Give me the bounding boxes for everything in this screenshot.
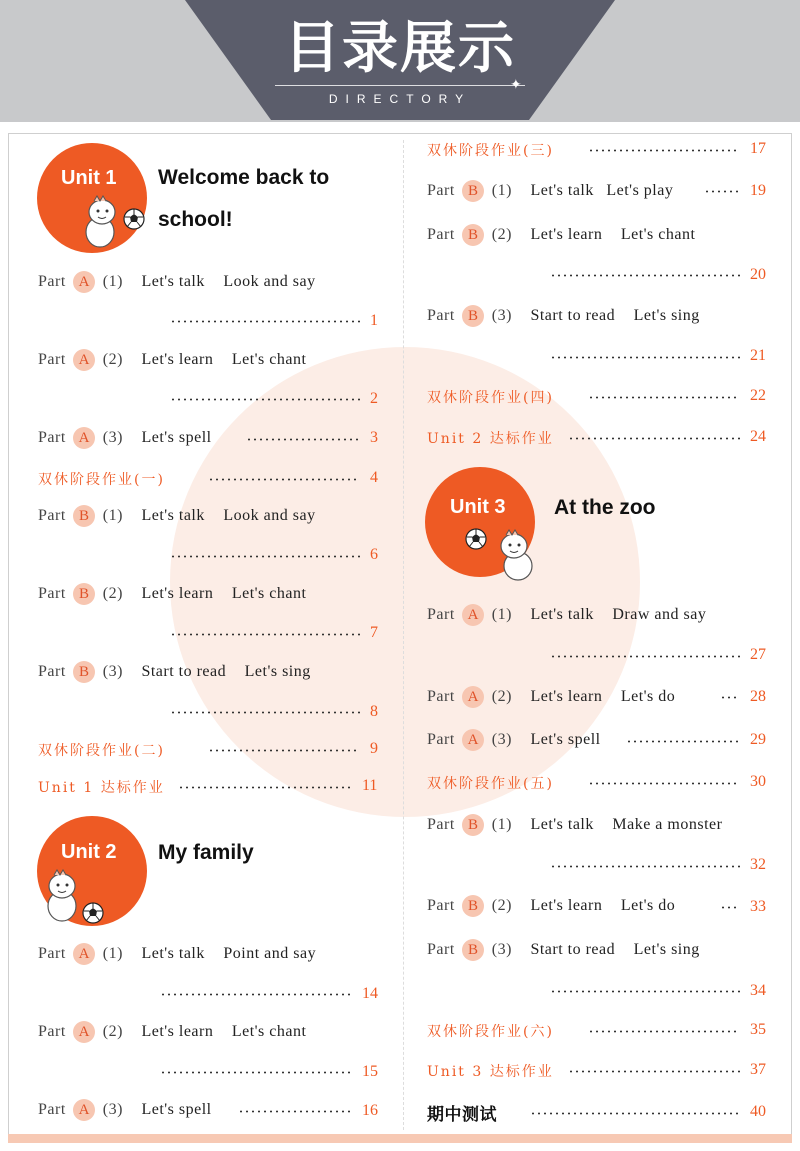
leader-dots <box>588 782 740 785</box>
part-letter-badge: B <box>462 305 484 327</box>
page-number: 2 <box>370 390 378 407</box>
part-number: (1) <box>491 816 512 833</box>
page-number: 37 <box>750 1061 766 1078</box>
part-letter-badge: A <box>73 943 95 965</box>
page-number: 34 <box>750 982 766 999</box>
leader-dots <box>170 398 360 401</box>
page-number: 32 <box>750 856 766 873</box>
part-number: (2) <box>491 688 512 705</box>
leader-dots <box>170 320 360 323</box>
part-label: Part <box>427 606 455 623</box>
sparkle-icon: ✦ <box>510 77 522 93</box>
activity-label: Let's learn <box>141 585 214 602</box>
part-letter-badge: B <box>462 180 484 202</box>
leader-dots <box>704 190 740 193</box>
page-number: 4 <box>370 469 378 486</box>
activity-label: Let's learn <box>141 351 214 368</box>
unit3-badge-label: Unit 3 <box>450 496 506 518</box>
activity-label: Let's talk <box>141 273 205 290</box>
activity-label: Let's talk <box>141 507 205 524</box>
leader-dots <box>720 906 740 909</box>
leader-dots <box>170 555 360 558</box>
leader-dots <box>720 696 740 699</box>
leader-dots <box>550 356 740 359</box>
toc-entry[interactable] <box>427 939 700 961</box>
soccer-ball-icon <box>82 902 104 924</box>
page-subtitle: DIRECTORY <box>328 92 472 106</box>
toc-entry[interactable] <box>38 469 165 489</box>
toc-entry[interactable] <box>427 604 706 626</box>
toc-entry[interactable] <box>427 1100 497 1125</box>
activity-label: Let's spell <box>141 429 212 446</box>
activity-label: Let's do <box>620 897 676 914</box>
page-number: 6 <box>370 546 378 563</box>
toc-entry[interactable] <box>427 140 554 160</box>
part-number: (2) <box>102 1023 123 1040</box>
activity-label: Let's learn <box>530 226 603 243</box>
page-number: 9 <box>370 740 378 757</box>
part-label: Part <box>38 507 66 524</box>
part-letter-badge: A <box>73 1099 95 1121</box>
part-letter-badge: B <box>462 895 484 917</box>
leader-dots <box>170 633 360 636</box>
leader-dots <box>568 437 740 440</box>
part-number: (1) <box>102 945 123 962</box>
leader-dots <box>238 1110 350 1113</box>
part-label: Part <box>427 897 455 914</box>
part-letter-badge: A <box>462 604 484 626</box>
toc-entry[interactable] <box>427 428 554 448</box>
activity-label: Let's sing <box>244 663 311 680</box>
unit1-title-line1: Welcome back to <box>158 166 330 189</box>
part-number: (2) <box>491 897 512 914</box>
activity-label: Let's sing <box>633 307 700 324</box>
activity-label: Let's chant <box>231 351 307 368</box>
part-number: (1) <box>102 273 123 290</box>
midterm-test-label: 期中测试 <box>427 1105 497 1125</box>
part-label: Part <box>427 307 455 324</box>
page-number: 35 <box>750 1021 766 1038</box>
page-number: 30 <box>750 773 766 790</box>
part-number: (1) <box>491 182 512 199</box>
toc-entry[interactable] <box>38 740 165 760</box>
activity-label: Let's learn <box>530 897 603 914</box>
toc-entry[interactable] <box>38 505 316 527</box>
page-number: 11 <box>362 777 378 794</box>
leader-dots <box>170 711 360 714</box>
part-number: (3) <box>491 941 512 958</box>
part-number: (2) <box>102 351 123 368</box>
part-number: (1) <box>491 606 512 623</box>
part-letter-badge: A <box>73 349 95 371</box>
activity-label: Let's learn <box>530 688 603 705</box>
toc-entry[interactable] <box>38 1099 212 1121</box>
part-number: (3) <box>491 307 512 324</box>
activity-label: Start to read <box>141 663 227 680</box>
activity-label: Let's chant <box>231 1023 307 1040</box>
part-letter-badge: A <box>73 1021 95 1043</box>
part-number: (2) <box>102 585 123 602</box>
unit-test-label: Unit 3 达标作业 <box>427 1064 554 1080</box>
leader-dots <box>550 990 740 993</box>
weekend-homework-label: 双休阶段作业(二) <box>38 743 165 759</box>
toc-entry[interactable] <box>427 305 700 327</box>
toc-entry[interactable] <box>38 777 165 797</box>
part-label: Part <box>427 226 455 243</box>
activity-label: Make a monster <box>612 816 723 833</box>
part-letter-badge: A <box>73 271 95 293</box>
part-number: (3) <box>102 429 123 446</box>
activity-label: Start to read <box>530 941 616 958</box>
part-label: Part <box>38 663 66 680</box>
unit1-badge-label: Unit 1 <box>61 167 117 189</box>
toc-entry[interactable] <box>38 943 316 965</box>
toc-entry[interactable] <box>38 583 306 605</box>
activity-label: Let's talk <box>530 606 594 623</box>
activity-label: Let's sing <box>633 941 700 958</box>
part-label: Part <box>38 351 66 368</box>
part-letter-badge: B <box>73 661 95 683</box>
weekend-homework-label: 双休阶段作业(六) <box>427 1024 554 1040</box>
leader-dots <box>208 478 360 481</box>
part-label: Part <box>427 688 455 705</box>
part-number: (1) <box>102 507 123 524</box>
column-divider <box>403 140 404 1130</box>
activity-label: Let's spell <box>530 731 601 748</box>
leader-dots <box>588 396 740 399</box>
page-number: 20 <box>750 266 766 283</box>
page-number: 1 <box>370 312 378 329</box>
page-number: 40 <box>750 1103 766 1120</box>
bottom-bar <box>8 1134 792 1143</box>
activity-label: Let's talk <box>141 945 205 962</box>
toc-entry[interactable] <box>38 271 316 293</box>
leader-dots <box>208 749 360 752</box>
part-label: Part <box>38 429 66 446</box>
toc-entry[interactable] <box>38 661 311 683</box>
toc-entry[interactable] <box>427 686 675 708</box>
leader-dots <box>550 274 740 277</box>
part-letter-badge: A <box>73 427 95 449</box>
page-number: 8 <box>370 703 378 720</box>
page-number: 14 <box>362 985 378 1002</box>
page-number: 19 <box>750 182 766 199</box>
weekend-homework-label: 双休阶段作业(四) <box>427 390 554 406</box>
page-number: 24 <box>750 428 766 445</box>
leader-dots <box>246 438 360 441</box>
activity-label: Start to read <box>530 307 616 324</box>
toc-entry[interactable] <box>427 773 554 793</box>
soccer-ball-icon <box>465 528 487 550</box>
activity-label: Let's chant <box>231 585 307 602</box>
soccer-ball-icon <box>123 208 145 230</box>
page-number: 3 <box>370 429 378 446</box>
activity-label: Look and say <box>223 273 316 290</box>
page-number: 15 <box>362 1063 378 1080</box>
unit-test-label: Unit 1 达标作业 <box>38 780 165 796</box>
weekend-homework-label: 双休阶段作业(一) <box>38 472 165 488</box>
toc-entry[interactable] <box>38 349 306 371</box>
header-divider <box>275 85 525 86</box>
part-letter-badge: B <box>462 939 484 961</box>
toc-entry[interactable] <box>427 1061 554 1081</box>
part-label: Part <box>38 1023 66 1040</box>
activity-label: Point and say <box>223 945 317 962</box>
page-title: 目录展示 <box>284 16 516 81</box>
part-letter-badge: B <box>73 583 95 605</box>
part-label: Part <box>38 273 66 290</box>
part-label: Part <box>427 941 455 958</box>
unit1-title-line2: school! <box>158 208 233 231</box>
page-number: 29 <box>750 731 766 748</box>
page-number: 33 <box>750 898 766 915</box>
page-number: 16 <box>362 1102 378 1119</box>
part-letter-badge: B <box>73 505 95 527</box>
part-number: (3) <box>102 663 123 680</box>
page-number: 27 <box>750 646 766 663</box>
activity-label: Let's chant <box>620 226 696 243</box>
weekend-homework-label: 双休阶段作业(三) <box>427 143 554 159</box>
part-number: (3) <box>102 1101 123 1118</box>
part-label: Part <box>38 1101 66 1118</box>
leader-dots <box>550 655 740 658</box>
leader-dots <box>550 865 740 868</box>
part-letter-badge: A <box>462 686 484 708</box>
toc-entry[interactable] <box>38 427 212 449</box>
part-number: (3) <box>491 731 512 748</box>
toc-entry[interactable] <box>427 180 673 202</box>
activity-label: Draw and say <box>612 606 707 623</box>
page-number: 17 <box>750 140 766 157</box>
leader-dots <box>568 1070 740 1073</box>
toc-entry[interactable] <box>427 895 675 917</box>
dinosaur-icon <box>492 528 542 584</box>
toc-entry[interactable] <box>427 1021 554 1041</box>
leader-dots <box>588 149 740 152</box>
toc-entry[interactable] <box>427 729 601 751</box>
part-label: Part <box>427 731 455 748</box>
part-letter-badge: B <box>462 224 484 246</box>
weekend-homework-label: 双休阶段作业(五) <box>427 776 554 792</box>
activity-label: Let's do <box>620 688 676 705</box>
activity-label: Let's play <box>606 182 674 199</box>
part-label: Part <box>427 816 455 833</box>
activity-label: Let's talk <box>530 182 594 199</box>
leader-dots <box>530 1112 740 1115</box>
toc-entry[interactable] <box>427 224 695 246</box>
page-number: 7 <box>370 624 378 641</box>
part-label: Part <box>38 585 66 602</box>
leader-dots <box>178 786 350 789</box>
page-number: 21 <box>750 347 766 364</box>
part-number: (2) <box>491 226 512 243</box>
activity-label: Let's learn <box>141 1023 214 1040</box>
toc-entry[interactable] <box>38 1021 306 1043</box>
unit2-title: My family <box>158 841 254 864</box>
part-label: Part <box>427 182 455 199</box>
leader-dots <box>160 1071 350 1074</box>
leader-dots <box>588 1030 740 1033</box>
page-number: 22 <box>750 387 766 404</box>
unit1-title <box>158 157 329 241</box>
unit2-badge-label: Unit 2 <box>61 841 117 863</box>
activity-label: Let's talk <box>530 816 594 833</box>
page-number: 28 <box>750 688 766 705</box>
unit-test-label: Unit 2 达标作业 <box>427 431 554 447</box>
toc-entry[interactable] <box>427 814 722 836</box>
part-letter-badge: B <box>462 814 484 836</box>
leader-dots <box>626 740 740 743</box>
dinosaur-icon <box>38 868 88 924</box>
activity-label: Look and say <box>223 507 316 524</box>
part-letter-badge: A <box>462 729 484 751</box>
part-label: Part <box>38 945 66 962</box>
leader-dots <box>160 993 350 996</box>
dinosaur-icon <box>76 194 126 250</box>
toc-entry[interactable] <box>427 387 554 407</box>
unit3-title: At the zoo <box>554 496 656 519</box>
activity-label: Let's spell <box>141 1101 212 1118</box>
